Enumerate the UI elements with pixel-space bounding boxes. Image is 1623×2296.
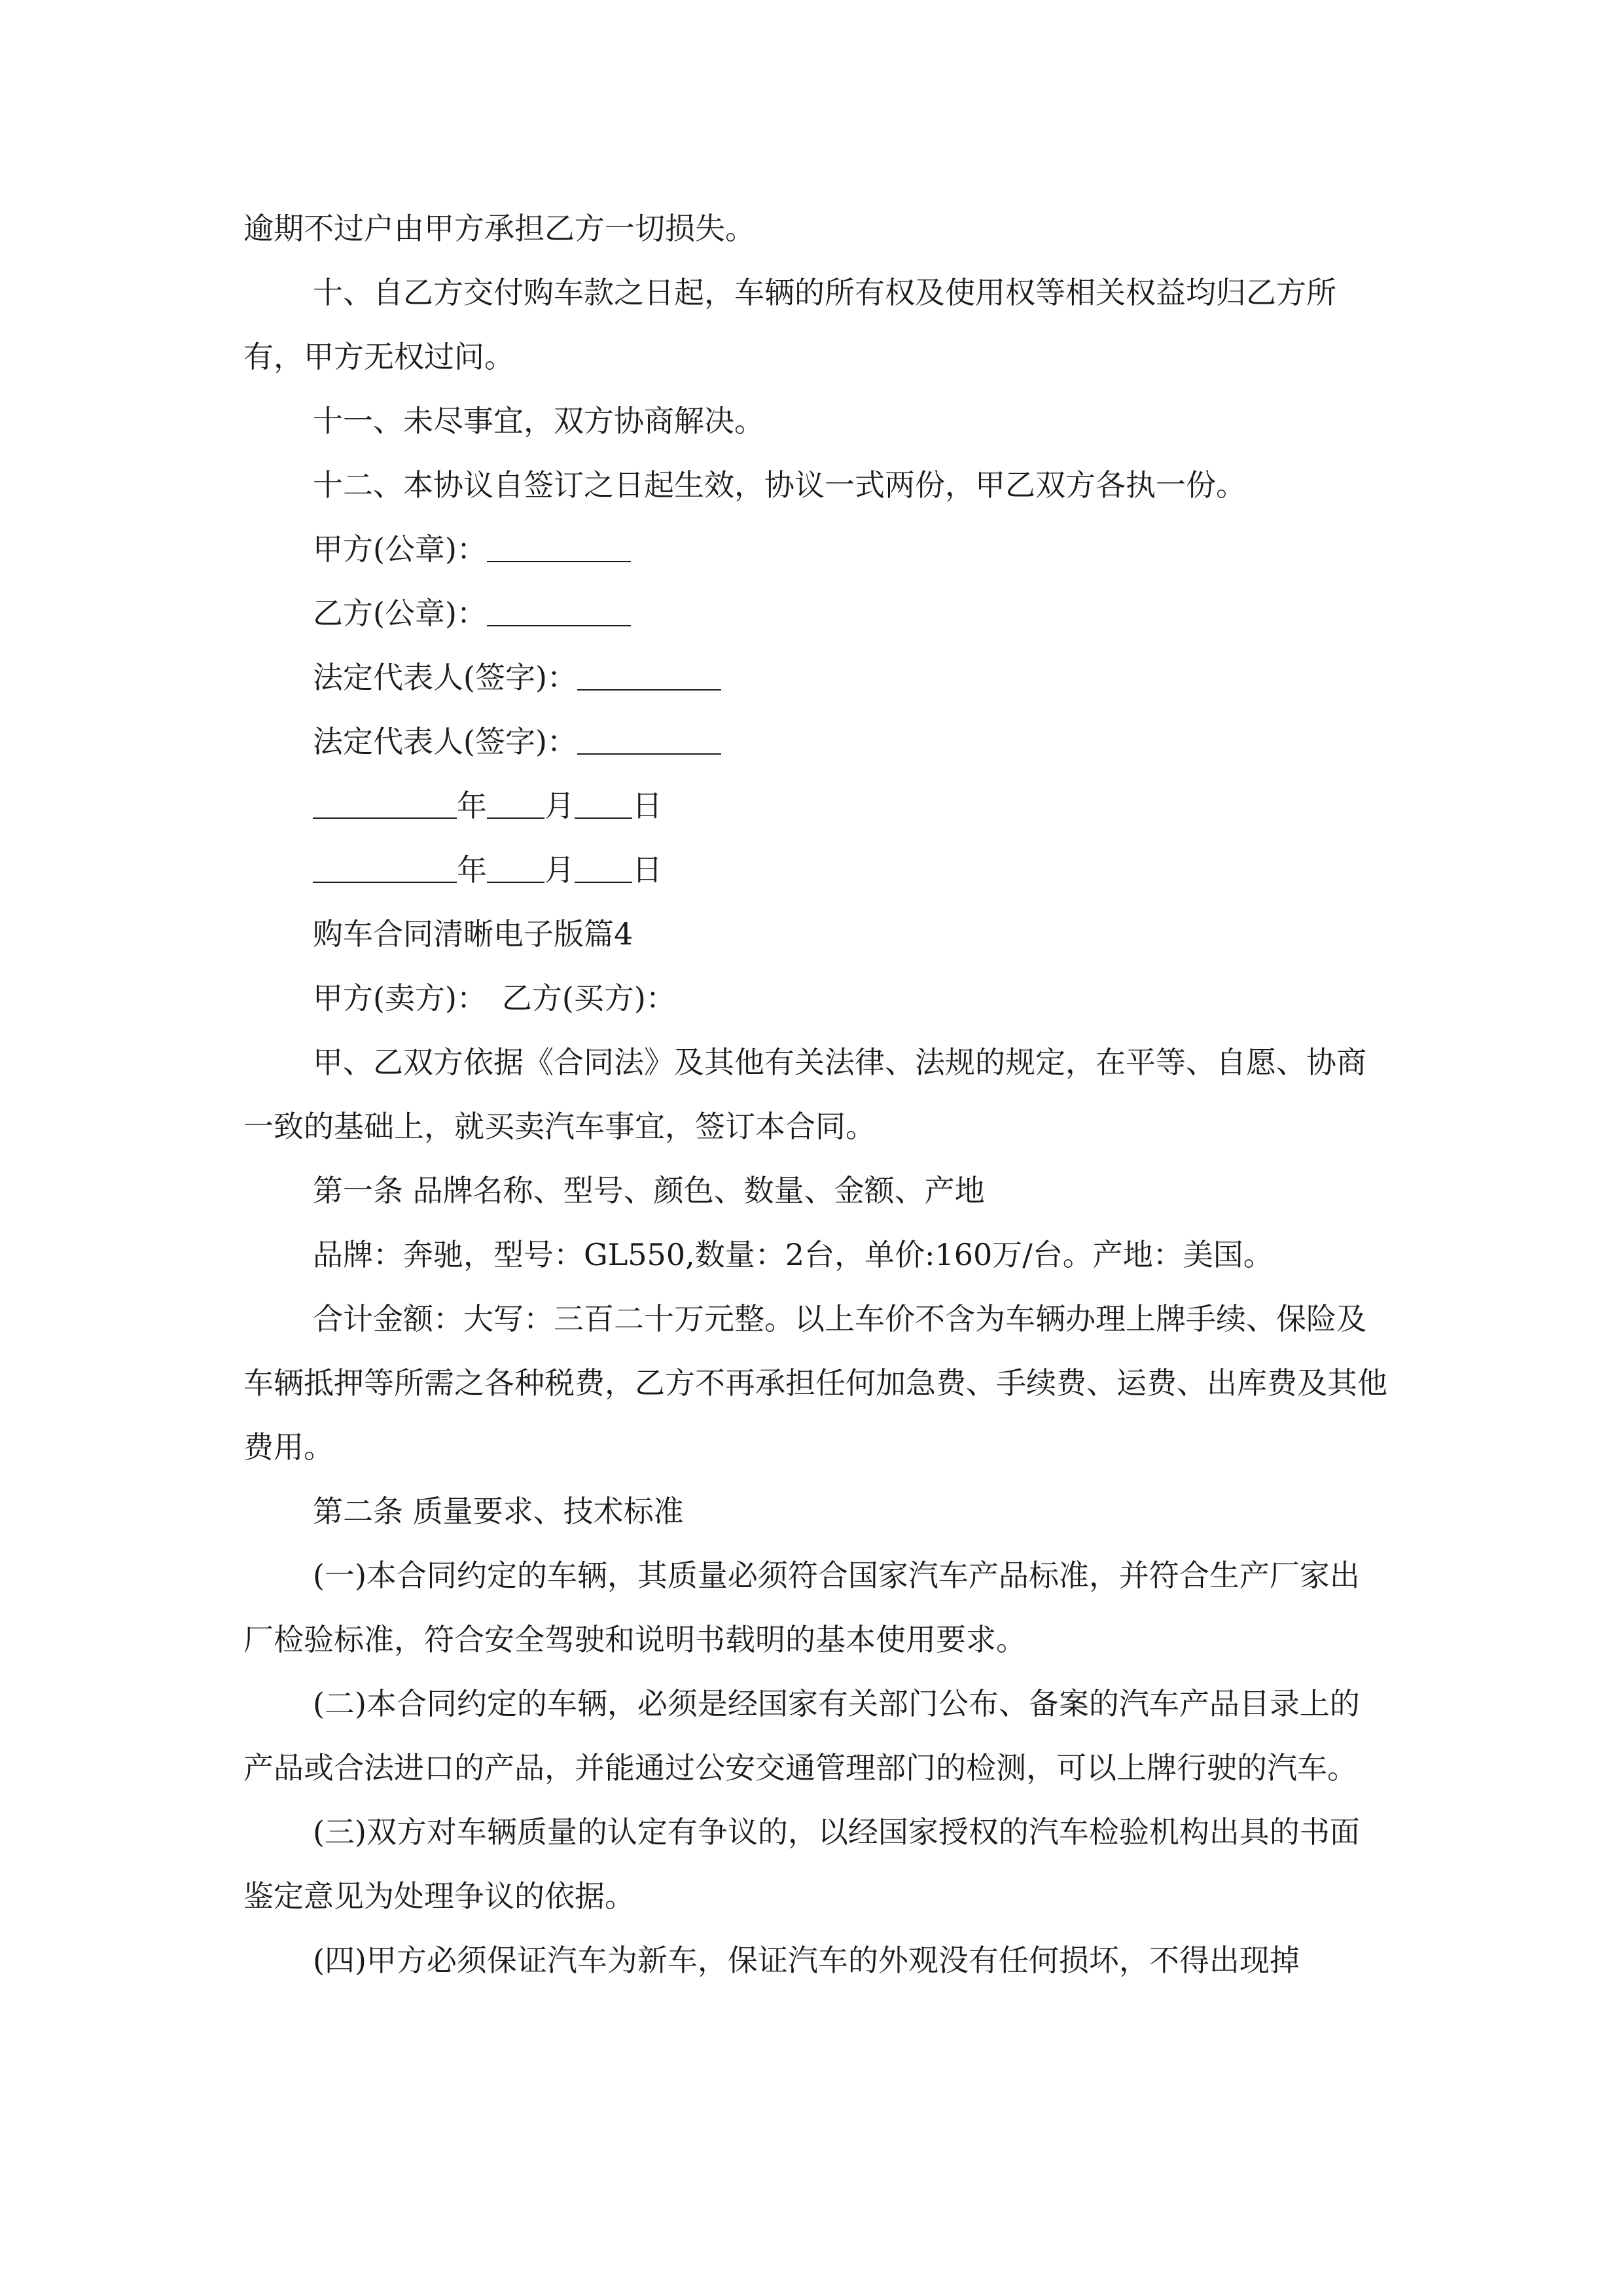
date-line-2 xyxy=(243,838,1389,902)
date-line-1 xyxy=(243,774,1389,838)
article-2-item-2: (二)本合同约定的车辆，必须是经国家有关部门公布、备案的汽车产品目录上的产品或合法进口的产品，并能通过公安交通管理部门的检测，可以上牌行驶的汽车。 xyxy=(243,1686,1360,1785)
party-a-seal-label: 甲方(公章)： xyxy=(313,531,487,567)
year-label-2: 年 xyxy=(457,852,487,888)
year-label-1: 年 xyxy=(457,788,487,823)
legal-rep-blank-1 xyxy=(577,659,721,691)
section-4-intro: 甲、乙双方依据《合同法》及其他有关法律、法规的规定，在平等、自愿、协商一致的基础上，就买卖汽车事宜，签订本合同。 xyxy=(243,1045,1366,1144)
article-2-item-4: (四)甲方必须保证汽车为新车，保证汽车的外观没有任何损坏，不得出现掉 xyxy=(313,1943,1300,1978)
legal-rep-line-2 xyxy=(243,709,1389,774)
day-blank-2 xyxy=(575,852,632,883)
legal-rep-label-1: 法定代表人(签字)： xyxy=(313,660,577,695)
month-blank-2 xyxy=(487,852,544,883)
paragraph-transfer-overdue: 逾期不过户由甲方承担乙方一切损失。 xyxy=(243,211,755,246)
month-label-2: 月 xyxy=(544,852,575,888)
month-label-1: 月 xyxy=(544,788,575,823)
article-1-brand: 品牌：奔驰，型号：GL550,数量：2台，单价:160万/台。产地：美国。 xyxy=(313,1237,1274,1272)
year-blank-1 xyxy=(313,787,457,819)
day-label-1: 日 xyxy=(632,788,662,823)
article-1-title: 第一条 品牌名称、型号、颜色、数量、金额、产地 xyxy=(313,1173,985,1208)
day-label-2: 日 xyxy=(632,852,662,888)
paragraph-clause-10: 十、自乙方交付购车款之日起，车辆的所有权及使用权等相关权益均归乙方所有，甲方无权过问。 xyxy=(243,275,1336,374)
year-blank-2 xyxy=(313,852,457,883)
article-1-total: 合计金额：大写：三百二十万元整。以上车价不含为车辆办理上牌手续、保险及车辆抵押等所需之各种税费，乙方不再承担任何加急费、手续费、运费、出库费及其他费用。 xyxy=(243,1301,1387,1465)
article-2-item-1: (一)本合同约定的车辆，其质量必须符合国家汽车产品标准，并符合生产厂家出厂检验标准，符合安全驾驶和说明书载明的基本使用要求。 xyxy=(243,1558,1360,1657)
party-b-seal-blank xyxy=(487,595,631,626)
article-2-item-3: (三)双方对车辆质量的认定有争议的，以经国家授权的汽车检验机构出具的书面鉴定意见为处理争议的依据。 xyxy=(243,1814,1360,1914)
day-blank-1 xyxy=(575,787,632,819)
section-4-heading: 购车合同清晰电子版篇4 xyxy=(313,916,633,952)
month-blank-1 xyxy=(487,787,544,819)
party-a-seal-blank xyxy=(487,531,631,562)
legal-rep-label-2: 法定代表人(签字)： xyxy=(313,724,577,759)
document-body xyxy=(243,196,1389,1992)
paragraph-clause-12: 十二、本协议自签订之日起生效，协议一式两份，甲乙双方各执一份。 xyxy=(313,467,1246,503)
paragraph-clause-11: 十一、未尽事宜，双方协商解决。 xyxy=(313,403,764,439)
party-b-seal-label: 乙方(公章)： xyxy=(313,596,487,631)
party-b-seal-line xyxy=(243,581,1389,645)
party-a-seal-line xyxy=(243,517,1389,581)
legal-rep-blank-2 xyxy=(577,723,721,755)
legal-rep-line-1 xyxy=(243,645,1389,709)
section-4-parties: 甲方(卖方)： 乙方(买方)： xyxy=(313,980,676,1016)
article-2-title: 第二条 质量要求、技术标准 xyxy=(313,1494,684,1529)
